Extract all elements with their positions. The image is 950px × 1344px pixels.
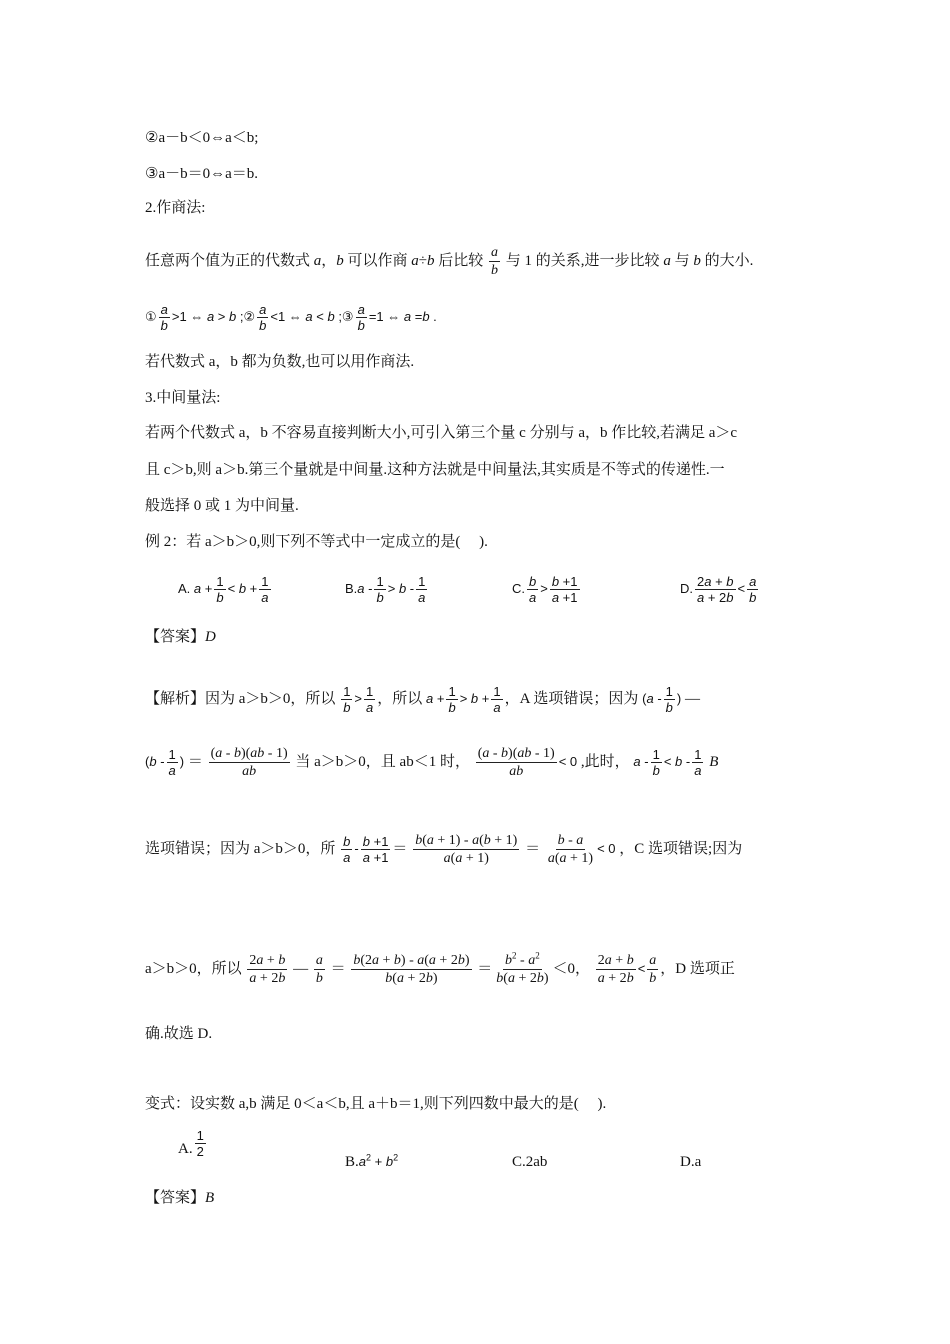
variant-option-b: $B.a^2 + b^2$: [345, 1152, 399, 1170]
variant-question: 变式：设实数 a,b 满足 0＜a＜b,且 a＋b＝1,则下列四数中最大的是( ).: [145, 1096, 607, 1112]
rule-less-than: ②a－b＜0⇔a＜b;: [145, 130, 259, 146]
analysis-line-1: 【解析】因为 a＞b＞0，所以 $\frac{1}{b}$ > $\frac{1}{a}$ ，所以 a + $\frac{1}{b}$ > b + $\frac{1}{a}$ ，A 选项错误；因为 (a - $\frac{1}{b}$ ) —: [145, 684, 700, 715]
analysis-line-2: (b - $\frac{1}{a}$ ) ＝ $\frac{(a - b)(ab - 1)}{ab}$ 当 a＞b＞0，且 ab＜1 时， $\frac{(a - b)(ab - 1)}{ab}$ < 0 ,此时， a - $\frac{1}{b}$ < b - $\frac{1}{a}$ B: [145, 746, 719, 779]
variant-option-d: D.a: [680, 1154, 702, 1170]
section-3-line-3: 般选择 0 或 1 为中间量.: [145, 498, 299, 514]
rule-equal: ③a－b＝0⇔a＝b.: [145, 166, 259, 182]
analysis-line-3: 选项错误；因为 a＞b＞0，所 $\frac{b}{a}$ - $\frac{b +1}{a +1}$ ＝ $\frac{b(a + 1) - a(b + 1)}{a(a + 1)}$ ＝ $\frac{b - a}{a(a + 1)}$ < 0 ，C 选项错误;因为: [145, 833, 743, 866]
negative-note: 若代数式 a，b 都为负数,也可以用作商法.: [145, 354, 415, 370]
quotient-rules: ① $\frac{a}{b}$ >1 ⇔ a > b ;② $\frac{a}{b}$ <1 ⇔ a < b ;③ $\frac{a}{b}$ =1 ⇔ a =b .: [145, 302, 437, 333]
example-2-option-b: B.a - $\frac{1}{b}$ > b - $\frac{1}{a}$: [345, 574, 426, 605]
example-2-answer: 【答案】D: [145, 629, 216, 645]
section-3-line-2: 且 c＞b,则 a＞b.第三个量就是中间量.这种方法就是中间量法,其实质是不等式的传递性.一: [145, 462, 725, 478]
section-2-title: 2.作商法:: [145, 200, 206, 216]
example-2-option-c: C. $\frac{b}{a}$ > $\frac{b +1}{a +1}$: [512, 574, 578, 605]
analysis-conclusion: 确.故选 D.: [145, 1026, 213, 1042]
section-3-line-1: 若两个代数式 a，b 不容易直接判断大小,可引入第三个量 c 分别与 a，b 作比较,若满足 a＞c: [145, 425, 738, 441]
variant-option-a: A. $\frac{1}{2}$: [178, 1128, 204, 1159]
variant-option-c: C.2ab: [512, 1154, 548, 1170]
analysis-line-4: a＞b＞0，所以 $\frac{2a + b}{a + 2b}$ — $\frac{a}{b}$ ＝ $\frac{b(2a + b) - a(a + 2b)}{b(a + 2b)}$ ＝ $\frac{b^2 - a^2}{b(a + 2b)}$ ＜0， $\frac{2a + b}{a + 2b}$ < $\frac{a}{b}$ ，D 选项正: [145, 950, 735, 986]
ratio-a-over-b: $\frac{a}{b}$: [491, 245, 499, 278]
example-2-option-a: A. a + $\frac{1}{b}$ < b + $\frac{1}{a}$: [178, 574, 269, 605]
section-3-title: 3.中间量法:: [145, 390, 221, 406]
example-2-option-d: D. $\frac{2a + b}{a + 2b}$ < $\frac{a}{b}$: [680, 574, 757, 605]
section-2-description: 任意两个值为正的代数式 a，b 可以作商 a÷b 后比较 $\frac{a}{b}$ 与 1 的关系,进一步比较 a 与 b 的大小.: [145, 245, 754, 278]
example-2-question: 例 2：若 a＞b＞0,则下列不等式中一定成立的是( ).: [145, 534, 488, 550]
variant-answer: 【答案】B: [145, 1190, 215, 1206]
